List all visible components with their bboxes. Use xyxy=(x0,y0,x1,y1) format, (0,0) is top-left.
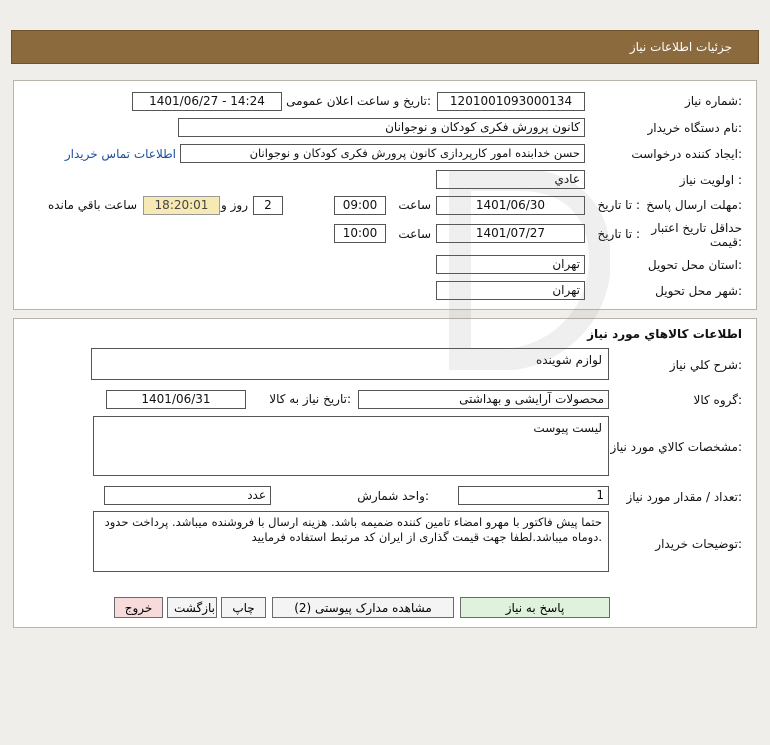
buyer-contact-link[interactable]: اطلاعات تماس خریدار xyxy=(64,147,176,161)
quantity-label: تعداد / مقدار مورد نیاز: xyxy=(626,490,742,504)
delivery-province-label: استان محل تحویل: xyxy=(647,258,742,272)
request-creator-label: ایجاد کننده درخواست: xyxy=(631,147,742,161)
need-date-label: تاریخ نیاز به کالا: xyxy=(269,392,351,406)
need-info-panel xyxy=(13,80,757,310)
page-header xyxy=(11,30,759,64)
validity-to-date-label: تا تاریخ : xyxy=(597,227,640,241)
validity-time-label: ساعت xyxy=(398,227,431,241)
general-description-field: لوازم شوینده xyxy=(91,348,609,380)
quantity-field: 1 xyxy=(458,486,609,505)
view-attachments-button[interactable]: مشاهده مدارک پیوستی (2) xyxy=(272,597,454,618)
validity-date-field: 1401/07/27 xyxy=(436,224,585,243)
remaining-time-field: 18:20:01 xyxy=(143,196,220,215)
deadline-time-field: 09:00 xyxy=(334,196,386,215)
priority-field: عادي xyxy=(436,170,585,189)
delivery-city-field: تهران xyxy=(436,281,585,300)
buyer-notes-field: حتما پیش فاکتور با مهرو امضاء تامین کننده ضمیمه باشد. هزینه ارسال با فروشنده میباشد. پرداخت حدود دوماه میباشد.لطفا جهت قیمت گذاری از ایران کد مرتبط استفاده فرمایید. xyxy=(93,511,609,572)
delivery-city-label: شهر محل تحویل: xyxy=(655,284,742,298)
print-button[interactable]: چاپ xyxy=(221,597,266,618)
back-button[interactable]: بازگشت xyxy=(167,597,217,618)
price-validity-label: حداقل تاریخ اعتبار قیمت: xyxy=(651,221,742,249)
buyer-notes-label: توضیحات خریدار: xyxy=(655,537,742,551)
buyer-org-field: کانون پرورش فکری کودکان و نوجوانان xyxy=(178,118,585,137)
goods-group-field: محصولات آرایشی و بهداشتی xyxy=(358,390,609,409)
delivery-province-field: تهران xyxy=(436,255,585,274)
general-description-label: شرح کلي نیاز: xyxy=(669,358,742,372)
unit-field: عدد xyxy=(104,486,271,505)
need-number-field: 1201001093000134 xyxy=(437,92,585,111)
unit-label: واحد شمارش: xyxy=(357,489,429,503)
announce-datetime-label: تاریخ و ساعت اعلان عمومی: xyxy=(286,94,431,108)
goods-spec-field: لیست پیوست xyxy=(93,416,609,476)
reply-to-need-button[interactable]: پاسخ به نیاز xyxy=(460,597,610,618)
goods-group-label: گروه کالا: xyxy=(693,393,742,407)
remaining-days-label: روز و xyxy=(221,198,248,212)
deadline-date-field: 1401/06/30 xyxy=(436,196,585,215)
exit-button[interactable]: خروج xyxy=(114,597,163,618)
deadline-time-label: ساعت xyxy=(398,198,431,212)
priority-label: اولویت نیاز : xyxy=(679,173,742,187)
page-title: جزئیات اطلاعات نیاز xyxy=(629,40,732,54)
goods-section-title: اطلاعات کالاهاي مورد نیاز xyxy=(587,327,742,341)
request-creator-field: حسن خدابنده امور کارپردازی کانون پرورش فکری کودکان و نوجوانان xyxy=(180,144,585,163)
remaining-days-field: 2 xyxy=(253,196,283,215)
need-date-field: 1401/06/31 xyxy=(106,390,246,409)
deadline-to-date-label: تا تاریخ : xyxy=(597,198,640,212)
deadline-label: مهلت ارسال پاسخ: xyxy=(646,198,742,212)
goods-spec-label: مشخصات کالاي مورد نیاز: xyxy=(610,440,742,454)
announce-datetime-field: 1401/06/27 - 14:24 xyxy=(132,92,282,111)
need-number-label: شماره نیاز: xyxy=(684,94,742,108)
buyer-org-label: نام دستگاه خریدار: xyxy=(647,121,742,135)
remaining-time-label: ساعت باقي مانده xyxy=(47,198,137,212)
validity-time-field: 10:00 xyxy=(334,224,386,243)
